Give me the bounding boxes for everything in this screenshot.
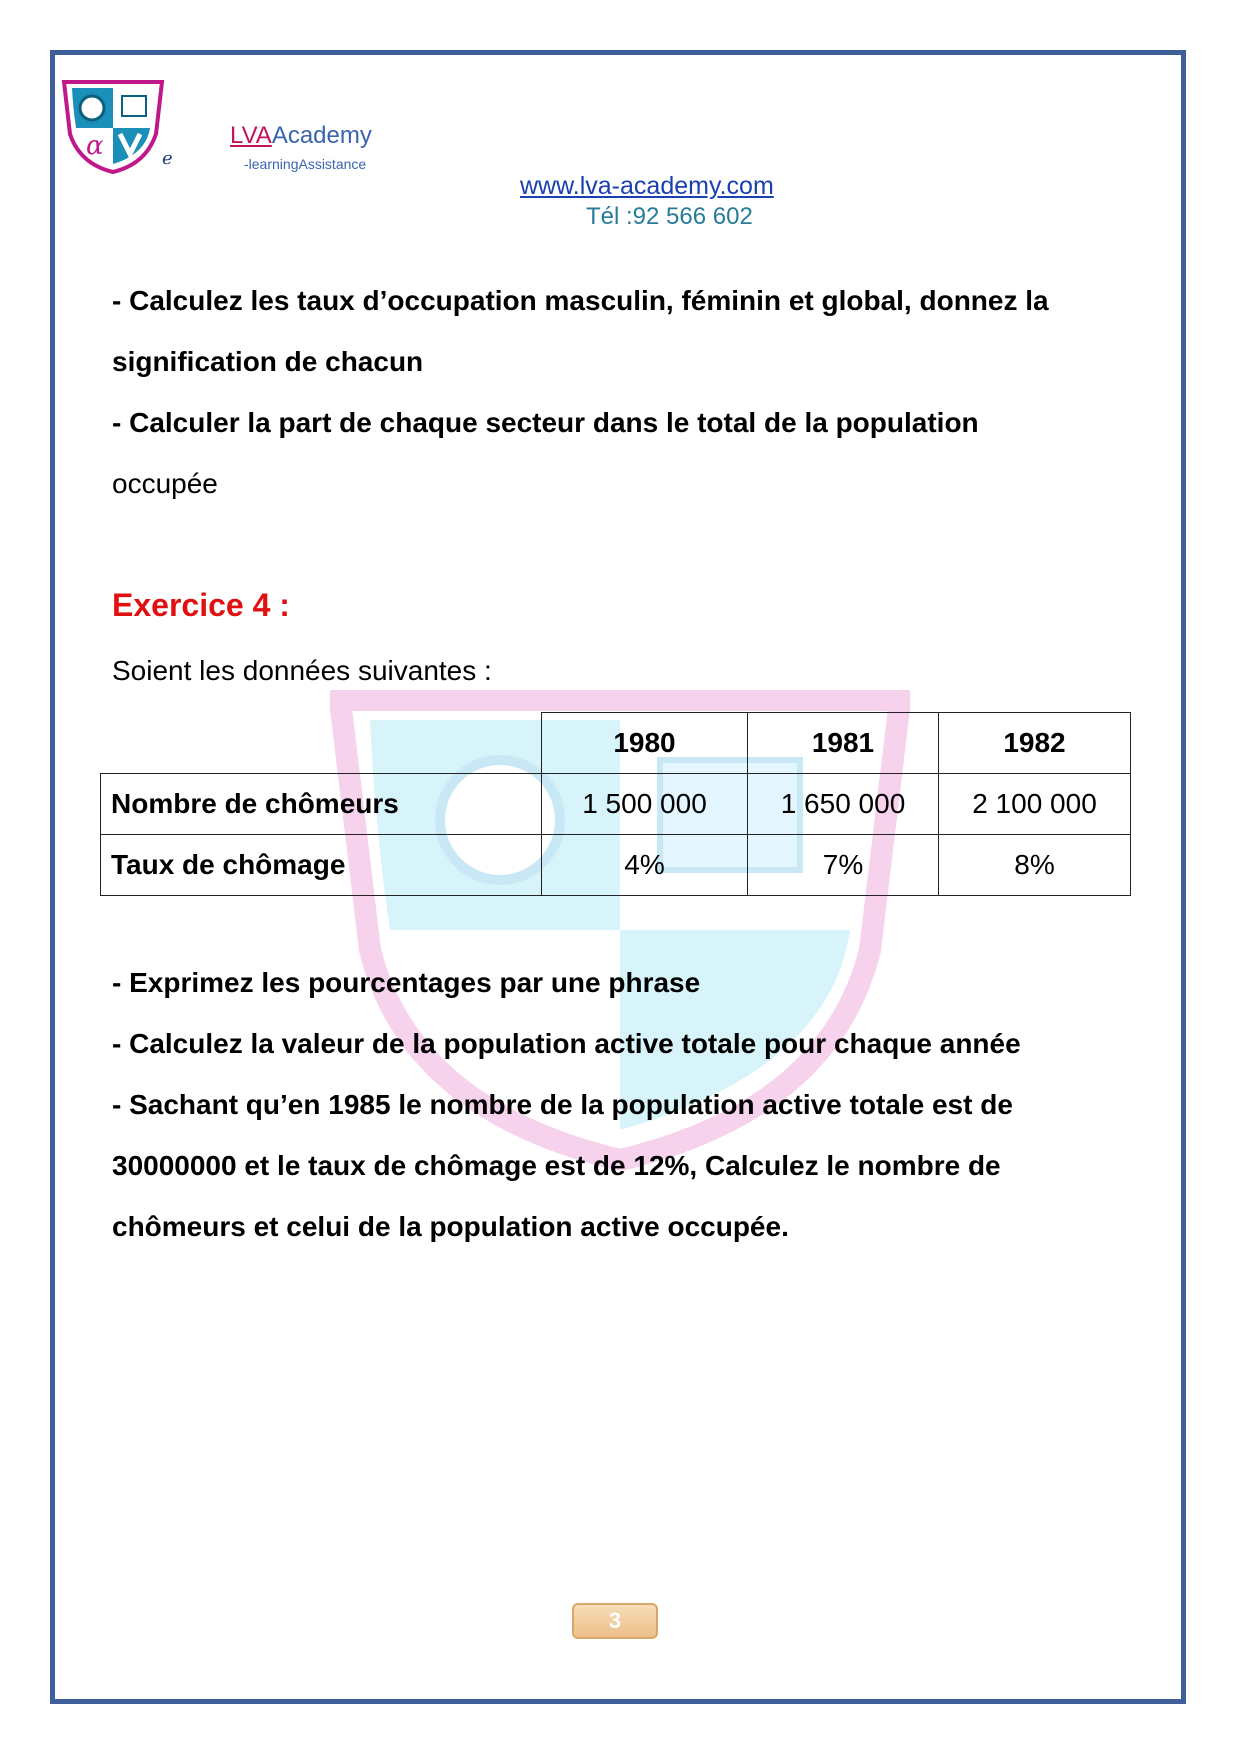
exercise-title: Exercice 4 : (112, 587, 290, 623)
brand-academy: Academy (271, 122, 372, 149)
row-label: Nombre de chômeurs (101, 774, 542, 835)
question-line: - Calculez les taux d’occupation masculin, féminin et global, donnez la (112, 285, 1049, 316)
table-header-cell: 1982 (939, 713, 1131, 774)
brand-name (230, 122, 372, 150)
question-line: - Sachant qu’en 1985 le nombre de la population active totale est de (112, 1089, 1013, 1120)
brand-subtitle: -learningAssistance (244, 156, 367, 172)
phone-number: Tél :92 566 602 (586, 203, 753, 230)
question-line: chômeurs et celui de la population active occupée. (112, 1211, 789, 1242)
table-header-row (101, 713, 1131, 774)
page-number: 3 (572, 1603, 658, 1639)
table-cell: 7% (748, 835, 939, 896)
table-row (101, 774, 1131, 835)
question-line: 30000000 et le taux de chômage est de 12%, Calculez le nombre de (112, 1150, 1001, 1181)
table-cell: 4% (542, 835, 748, 896)
exercise-intro: Soient les données suivantes : (112, 655, 492, 686)
table-cell: 1 500 000 (542, 774, 748, 835)
exercise-questions (112, 952, 1132, 1257)
table-header-cell: 1981 (748, 713, 939, 774)
table-header-cell: 1980 (542, 713, 748, 774)
svg-text:α: α (86, 131, 104, 161)
table-cell: 2 100 000 (939, 774, 1131, 835)
logo-e: e (162, 148, 173, 169)
table-cell: 8% (939, 835, 1131, 896)
brand-lva: LVA (230, 122, 272, 149)
intro-questions (112, 270, 1132, 514)
data-table (100, 712, 1131, 896)
lva-logo-icon (58, 78, 168, 174)
table-cell: 1 650 000 (748, 774, 939, 835)
table-header-cell (101, 713, 542, 774)
table-row (101, 835, 1131, 896)
row-label: Taux de chômage (101, 835, 542, 896)
question-line: - Exprimez les pourcentages par une phrase (112, 967, 701, 998)
question-line: - Calculez la valeur de la population active totale pour chaque année (112, 1028, 1021, 1059)
website-link[interactable]: www.lva-academy.com (520, 172, 774, 200)
question-line: occupée (112, 468, 218, 499)
question-line: signification de chacun (112, 346, 424, 377)
question-line: - Calculer la part de chaque secteur dans le total de la population (112, 407, 979, 438)
